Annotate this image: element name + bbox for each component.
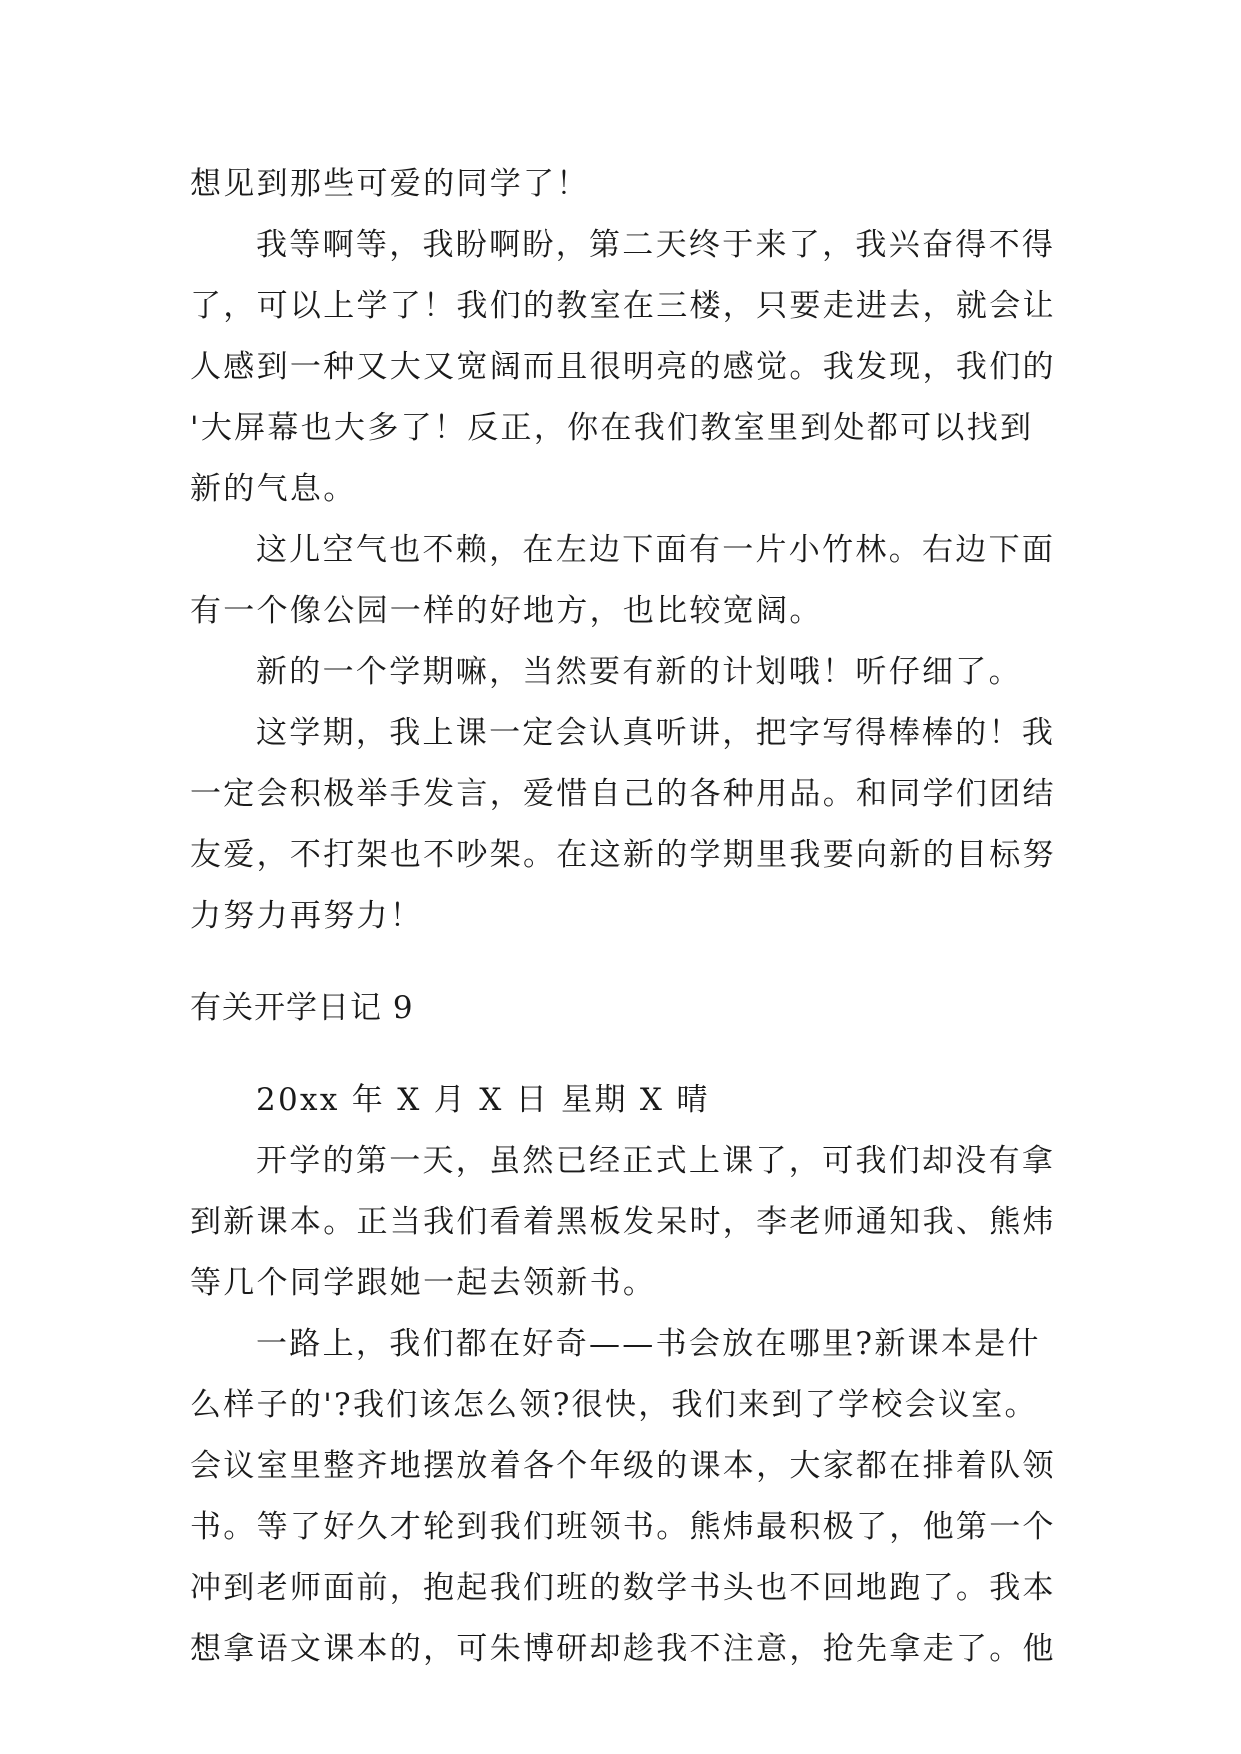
text-line: 新的气息。 <box>190 471 357 507</box>
text-line: 人感到一种又大又宽阔而且很明亮的感觉。我发现，我们的 <box>190 349 1056 385</box>
text-line: 友爱，不打架也不吵架。在这新的学期里我要向新的目标努 <box>190 837 1056 873</box>
text-line: '大屏幕也大多了！反正，你在我们教室里到处都可以找到 <box>190 410 1034 446</box>
text-line: 到新课本。正当我们看着黑板发呆时，李老师通知我、熊炜 <box>190 1204 1056 1240</box>
document-body <box>190 154 1056 1680</box>
diary-date-line: 20xx 年 X 月 X 日 星期 X 晴 <box>256 1082 710 1118</box>
text-line: 想拿语文课本的，可朱博研却趁我不注意，抢先拿走了。他 <box>190 1631 1056 1667</box>
section-heading: 有关开学日记 9 <box>190 990 414 1026</box>
text-line: 一定会积极举手发言，爱惜自己的各种用品。和同学们团结 <box>190 776 1056 812</box>
text-line: 书。等了好久才轮到我们班领书。熊炜最积极了，他第一个 <box>190 1509 1056 1545</box>
paragraph-first-line: 这儿空气也不赖，在左边下面有一片小竹林。右边下面 <box>256 532 1056 568</box>
text-line: 了，可以上学了！我们的教室在三楼，只要走进去，就会让 <box>190 288 1056 324</box>
paragraph-first-line: 我等啊等，我盼啊盼，第二天终于来了，我兴奋得不得 <box>256 227 1056 263</box>
text-line: 会议室里整齐地摆放着各个年级的课本，大家都在排着队领 <box>190 1448 1056 1484</box>
paragraph-first-line: 开学的第一天，虽然已经正式上课了，可我们却没有拿 <box>256 1143 1056 1179</box>
text-line: 力努力再努力！ <box>190 898 424 934</box>
text-line: 么样子的'?我们该怎么领?很快，我们来到了学校会议室。 <box>190 1387 1038 1423</box>
text-line: 冲到老师面前，抱起我们班的数学书头也不回地跑了。我本 <box>190 1570 1056 1606</box>
text-line: 想见到那些可爱的同学了！ <box>190 166 590 202</box>
paragraph-first-line: 这学期，我上课一定会认真听讲，把字写得棒棒的！我 <box>256 715 1056 751</box>
text-line: 等几个同学跟她一起去领新书。 <box>190 1265 657 1301</box>
text-line: 有一个像公园一样的好地方，也比较宽阔。 <box>190 593 823 629</box>
paragraph-first-line: 新的一个学期嘛，当然要有新的计划哦！听仔细了。 <box>256 654 1022 690</box>
paragraph-first-line: 一路上，我们都在好奇——书会放在哪里?新课本是什 <box>256 1326 1041 1362</box>
